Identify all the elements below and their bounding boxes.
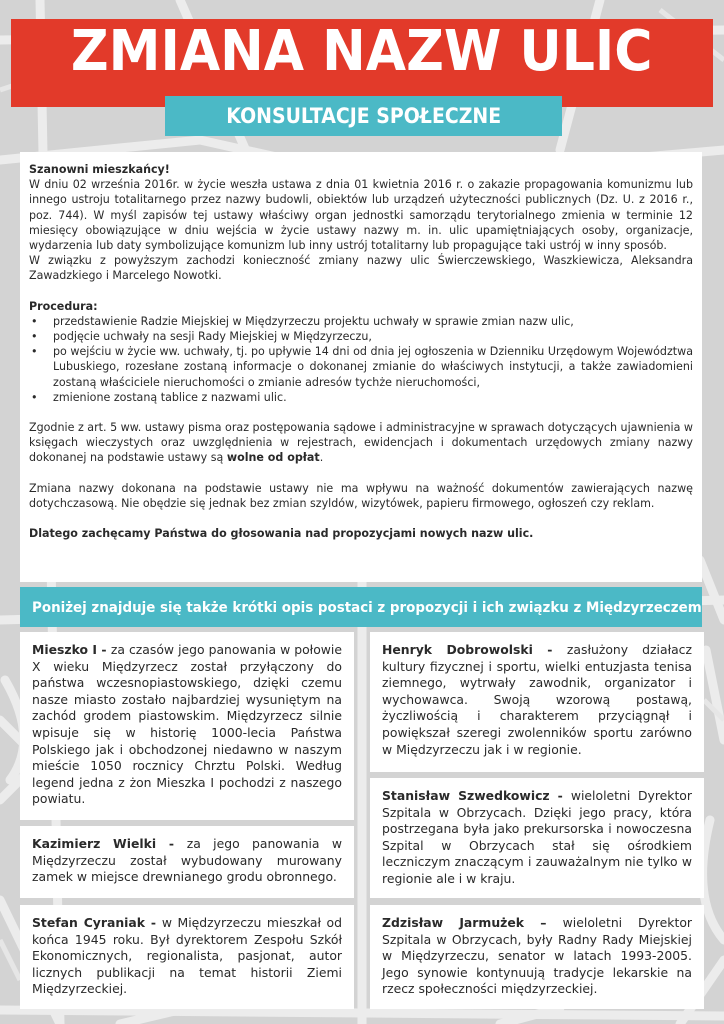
intro-paragraph-2: W związku z powyższym zachodzi konieczność zmiany nazwy ulic Świerczewskiego, Waszkiewicza, Aleksandra Zawadzkiego i Marcelego Nowotki. bbox=[29, 254, 693, 283]
person-card-szwedkowicz: Stanisław Szwedkowicz - wieloletni Dyrektor Szpitala w Obrzycach. Dzięki jego pracy, która postrzegana była jako prekursorska i nowoczesna Szpital w Obrzycach stał się ośrodkiem leczniczym znaczącym i zauważalnym nie tylko w regionie ale i w kraju. bbox=[370, 778, 704, 898]
bullet-icon: • bbox=[31, 314, 38, 328]
person-name: Mieszko I bbox=[32, 642, 97, 657]
person-description: w Międzyrzeczu mieszkał od końca 1945 roku. Był dyrektorem Zespołu Szkół Ekonomicznych, regionalista, pasjonat, autor licznych publikacji na temat historii Ziemi Międzyrzeckiej. bbox=[32, 915, 342, 997]
procedure-list bbox=[29, 314, 693, 405]
person-card-jarmuzek: Zdzisław Jarmużek – wieloletni Dyrektor Szpitala w Obrzycach, były Radny Rady Miejskiej w Międzyrzeczu, senator w latach 1993-2005. Jego synowie kontynuują tradycje lekarskie na rzecz społeczności międzyrzeckiej. bbox=[370, 905, 704, 1009]
intro-paragraph-4: Zmiana nazwy dokonana na podstawie ustawy nie ma wpływu na ważność dokumentów zawierających nazwę dotychczasową. Nie obędzie się jednak bez zmian szyldów, wizytówek, papieru firmowego, ogłoszeń czy reklam. bbox=[29, 481, 693, 510]
closing-call-to-action: Dlatego zachęcamy Państwa do głosowania nad propozycjami nowych nazw ulic. bbox=[29, 527, 534, 541]
greeting: Szanowni mieszkańcy! bbox=[29, 163, 170, 176]
person-card-kazimierz: Kazimierz Wielki - za jego panowania w Międzyrzeczu został wybudowany murowany zamek w miejsce drewnianego grodu obronnego. bbox=[20, 826, 354, 898]
person-name: Kazimierz Wielki bbox=[32, 836, 157, 851]
person-name: Zdzisław Jarmużek bbox=[382, 915, 524, 930]
person-description: wieloletni Dyrektor Szpitala w Obrzycach. Dzięki jego pracy, która postrzegana była jako prekursorska i nowoczesna Szpital w Obrzycach stał się ośrodkiem leczniczym znaczącym i zauważalnym nie tylko w regionie ale i w kraju. bbox=[382, 788, 692, 886]
procedure-item: • przedstawienie Radzie Miejskiej w Międzyrzeczu projektu uchwały w sprawie zmian nazw ulic, bbox=[31, 314, 574, 328]
person-name: Henryk Dobrowolski bbox=[382, 642, 533, 657]
page-title: ZMIANA NAZW ULIC bbox=[71, 19, 653, 84]
person-name: Stanisław Szwedkowicz bbox=[382, 788, 550, 803]
intro-panel bbox=[20, 152, 702, 582]
person-card-dobrowolski: Henryk Dobrowolski - zasłużony działacz kultury fizycznej i sportu, wielki entuzjasta tenisa ziemnego, wytrwały zawodnik, organizator i wychowawca. Swoją wzorową postawą, życzliwością i charakterem przyciągnął i powiększał szeregi zwolenników sportu zarówno w Międzyrzeczu jak i w regionie. bbox=[370, 632, 704, 772]
page-subtitle: KONSULTACJE SPOŁECZNE bbox=[226, 104, 501, 128]
person-description: zasłużony działacz kultury fizycznej i sportu, wielki entuzjasta tenisa ziemnego, wytrwały zawodnik, organizator i wychowawca. Swoją wzorową postawą, życzliwością i charakterem przyciągnął i powiększał szeregi zwolenników sportu zarówno w Międzyrzeczu jak i w regionie. bbox=[382, 642, 692, 757]
person-card-cyraniak: Stefan Cyraniak - w Międzyrzeczu mieszkał od końca 1945 roku. Był dyrektorem Zespołu Szkół Ekonomicznych, regionalista, pasjonat, autor licznych publikacji na temat historii Ziemi Międzyrzeckiej. bbox=[20, 905, 354, 1009]
person-card-mieszko: Mieszko I - za czasów jego panowania w połowie X wieku Międzyrzecz został przyłączony do państwa wczesnopiastowskiego, dzięki czemu nasze miasto zostało najbardziej wysuniętym na zachód grodem piastowskim. Międzyrzecz silnie wpisuje się w historię 1000-lecia Państwa Polskiego jak i obchodzonej niedawno w naszym mieście 1050 rocznicy Chrztu Polski. Według legend jedna z żon Mieszka I pochodzi z naszego powiatu. bbox=[20, 632, 354, 820]
bullet-icon: • bbox=[31, 390, 38, 404]
person-description: za czasów jego panowania w połowie X wieku Międzyrzecz został przyłączony do państwa wczesnopiastowskiego, dzięki czemu nasze miasto zostało najbardziej wysuniętym na zachód grodem piastowskim. Międzyrzecz silnie wpisuje się w historię 1000-lecia Państwa Polskiego jak i obchodzonej niedawno w naszym mieście 1050 rocznicy Chrztu Polski. Według legend jedna z żon Mieszka I pochodzi z naszego powiatu. bbox=[32, 642, 342, 807]
intro-paragraph-1: W dniu 02 września 2016r. w życie weszła ustawa z dnia 01 kwietnia 2016 r. o zakazie propagowania komunizmu lub innego ustroju totalitarnego przez nazwy budowli, obiektów lub urządzeń użyteczności publicznych (Dz. U. z 2016 r., poz. 744). W myśl zapisów tej ustawy właściwy organ jednostki samorządu terytorialnego zmienia w terminie 12 miesięcy obowiązujące w dniu wejścia w życie ustawy nazwy m. in. ulic upamiętniających osoby, organizacje, wydarzenia lub daty symbolizujące komunizm lub inny ustrój totalitarny lub propagujące taki ustrój w inny sposób. bbox=[29, 178, 693, 253]
person-description: za jego panowania w Międzyrzeczu został wybudowany murowany zamek w miejsce drewnianego grodu obronnego. bbox=[32, 836, 342, 885]
person-name: Stefan Cyraniak bbox=[32, 915, 146, 930]
subtitle-banner bbox=[165, 96, 562, 136]
bullet-icon: • bbox=[31, 330, 38, 344]
person-description: wieloletni Dyrektor Szpitala w Obrzycach, były Radny Rady Miejskiej w Międzyrzeczu, senator w latach 1993-2005. Jego synowie kontynuują tradycje lekarskie na rzecz społeczności międzyrzeckiej. bbox=[382, 915, 692, 997]
procedure-heading: Procedura: bbox=[29, 299, 98, 313]
intro-paragraph-3: Zgodnie z art. 5 ww. ustawy pisma oraz postępowania sądowe i administracyjne w sprawach dotyczących ujawnienia w księgach wieczystych oraz uwzględnienia w rejestrach, ewidencjach i dokumentach urzędowych zmiany nazwy dokonanej na podstawie ustawy są wolne od opłat. bbox=[29, 421, 693, 465]
section-banner bbox=[20, 587, 702, 627]
procedure-item: • po wejściu w życie ww. uchwały, tj. po upływie 14 dni od dnia jej ogłoszenia w Dzienniku Urzędowym Województwa Lubuskiego, rozesłane zostaną informacje o dokonanej zmianie do właściwych instytucji, a także zawiadomieni zostaną właściciele nieruchomości o zmianie adresów tychże nieruchomości, bbox=[31, 345, 693, 389]
section-heading: Poniżej znajduje się także krótki opis postaci z propozycji i ich związku z Międzyrzeczem bbox=[32, 598, 702, 616]
title-banner bbox=[11, 19, 713, 107]
procedure-item: • podjęcie uchwały na sesji Rady Miejskiej w Międzyrzeczu, bbox=[31, 330, 372, 344]
procedure-item: • zmienione zostaną tablice z nazwami ulic. bbox=[31, 390, 287, 404]
bullet-icon: • bbox=[31, 345, 38, 359]
free-of-charge-text: wolne od opłat bbox=[226, 451, 320, 465]
